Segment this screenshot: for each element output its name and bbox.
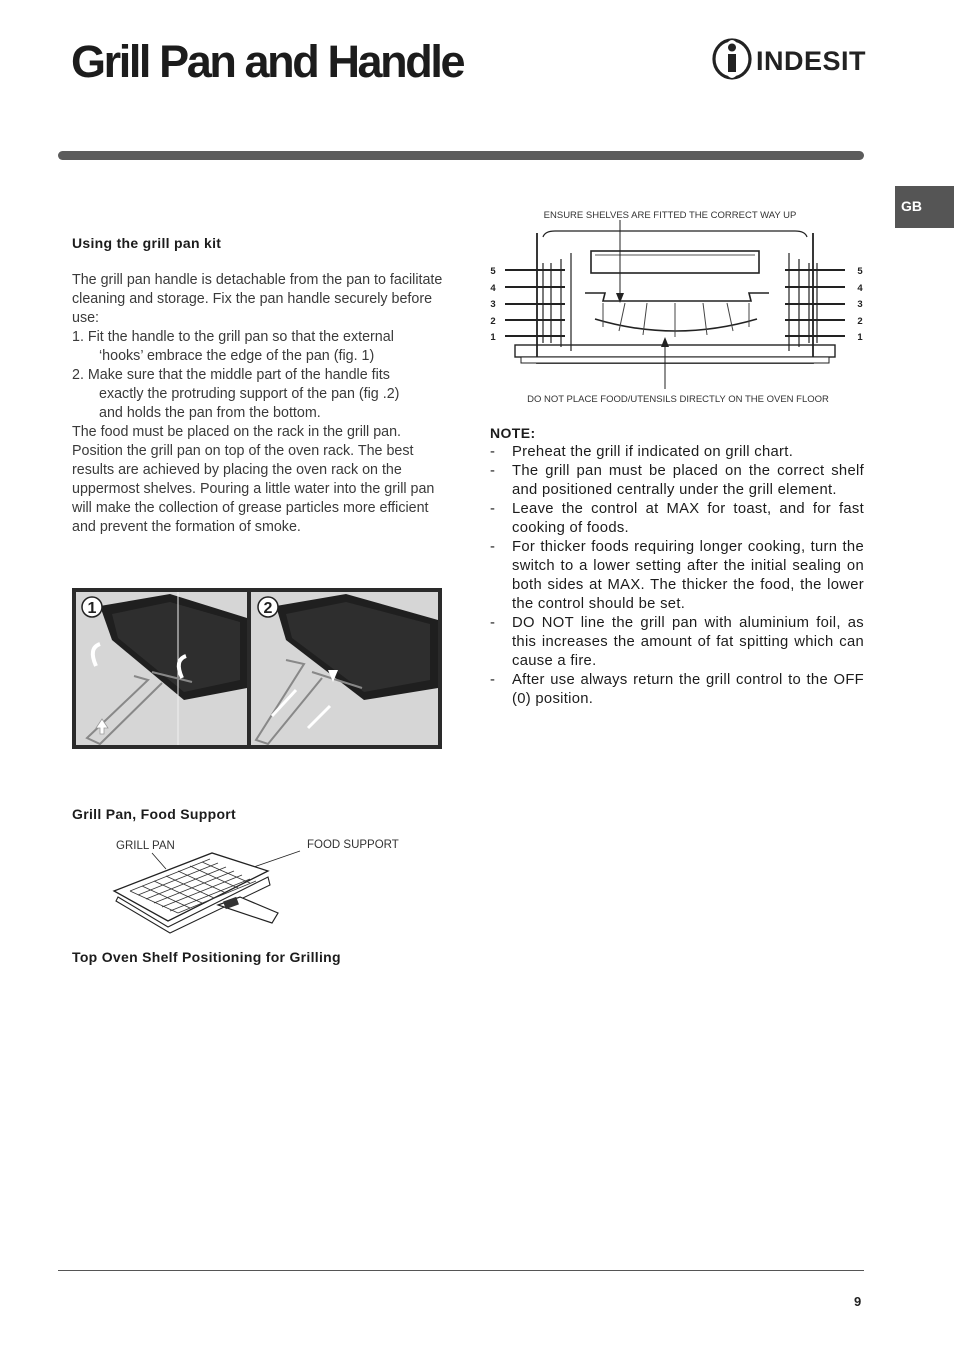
left-level-2: 2 <box>490 316 496 327</box>
note-heading: NOTE: <box>490 425 536 441</box>
page-title: Grill Pan and Handle <box>71 36 464 87</box>
food-support-heading: Grill Pan, Food Support <box>72 806 237 822</box>
grill-pan-label: GRILL PAN <box>116 840 175 852</box>
figure-2-label: 2 <box>263 600 273 617</box>
header-rule <box>58 151 864 160</box>
figure-2-photo <box>251 592 438 745</box>
right-level-1: 1 <box>857 332 863 343</box>
note-dash: - <box>490 672 496 688</box>
right-level-4: 4 <box>857 283 863 294</box>
note-item: - Leave the control at MAX for toast, and for fast cooking of foods. <box>490 501 864 536</box>
intro-paragraph: The grill pan handle is detachable from the pan to facilitate cleaning and storage. Fix the pan handle securely before use: <box>72 272 443 326</box>
step-1-continued: ‘hooks’ embrace the edge of the pan (fig. 1) <box>99 348 375 364</box>
figure-1-photo <box>76 592 247 745</box>
left-level-5: 5 <box>490 266 496 277</box>
page-number: 9 <box>854 1294 862 1309</box>
brand-name: INDESIT <box>756 46 866 76</box>
step-2: 2. Make sure that the middle part of the handle fits <box>72 367 390 383</box>
step-2-continued-b: and holds the pan from the bottom. <box>99 405 321 421</box>
note-item: - The grill pan must be placed on the correct shelf and positioned centrally under the grill element. <box>490 463 864 498</box>
language-tab: GB <box>895 186 954 228</box>
note-section <box>490 424 864 709</box>
note-dash: - <box>490 501 496 517</box>
figure-1-label: 1 <box>87 600 97 617</box>
step-2-continued-a: exactly the protruding support of the pan (fig .2) <box>99 386 400 402</box>
note-item: - After use always return the grill control to the OFF (0) position. <box>490 672 864 707</box>
note-item: - DO NOT line the grill pan with aluminium foil, as this increases the amount of fat spitting which can cause a fire. <box>490 615 864 669</box>
right-level-2: 2 <box>857 316 863 327</box>
right-level-5: 5 <box>857 266 863 277</box>
oven-shelf-diagram <box>485 203 865 413</box>
left-level-3: 3 <box>490 299 496 310</box>
step-1: 1. Fit the handle to the grill pan so that the external <box>72 329 394 345</box>
footer-rule <box>58 1270 864 1271</box>
note-dash: - <box>490 539 496 555</box>
note-dash: - <box>490 615 496 631</box>
grill-pan-food-support-diagram <box>108 835 418 935</box>
left-level-1: 1 <box>490 332 496 343</box>
note-dash: - <box>490 444 496 460</box>
shelf-caption-top: ENSURE SHELVES ARE FITTED THE CORRECT WAY UP <box>543 210 797 221</box>
note-item: - Preheat the grill if indicated on grill chart. <box>490 444 794 460</box>
right-level-3: 3 <box>857 299 863 310</box>
left-level-4: 4 <box>490 283 496 294</box>
indesit-logo <box>712 38 866 80</box>
food-support-label: FOOD SUPPORT <box>307 839 399 851</box>
note-item: - For thicker foods requiring longer cooking, turn the switch to a lower setting after the initial sealing on both sides at MAX. The thicker the food, the lower the control should be set. <box>490 539 864 612</box>
shelf-caption-bottom: DO NOT PLACE FOOD/UTENSILS DIRECTLY ON THE OVEN FLOOR <box>527 394 829 405</box>
outro-paragraph: The food must be placed on the rack in the grill pan. Position the grill pan on top of the oven rack. The best results are achieved by placing the oven rack on the uppermost shelves. Pouring a little water into the grill pan will make the collection of grease particles more efficient and prevent the formation of smoke. <box>72 424 435 535</box>
note-dash: - <box>490 463 496 479</box>
grill-pan-kit-heading: Using the grill pan kit <box>72 235 222 251</box>
shelf-positioning-heading: Top Oven Shelf Positioning for Grilling <box>72 949 341 965</box>
handle-fitting-photos <box>72 588 442 749</box>
note-list <box>490 443 864 709</box>
grill-pan-kit-text <box>72 271 444 537</box>
